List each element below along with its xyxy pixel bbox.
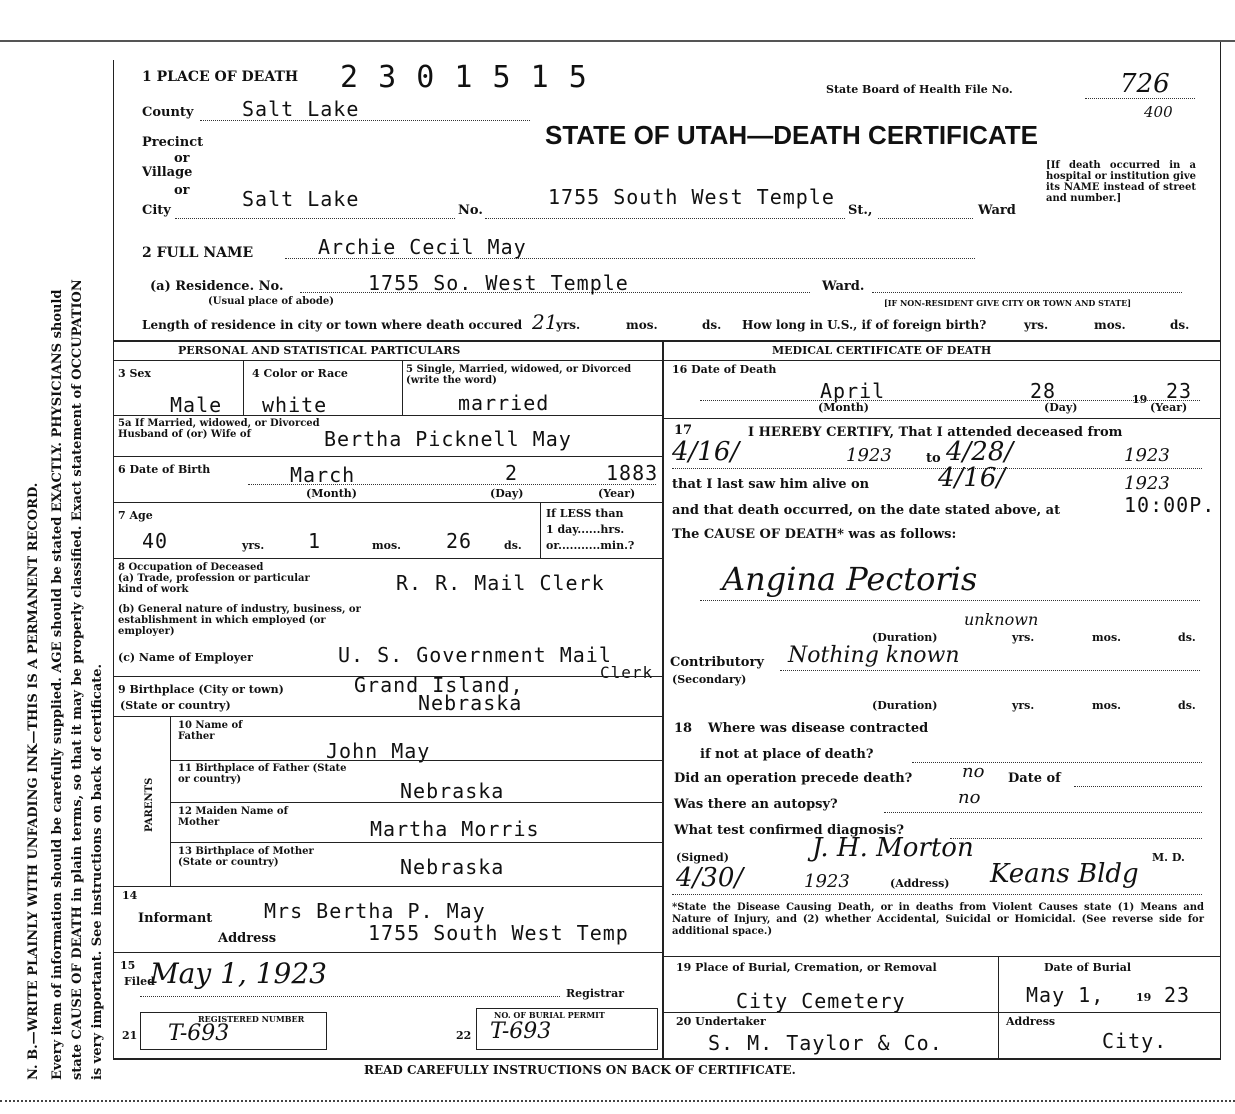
mother-birthplace: Nebraska bbox=[400, 855, 505, 879]
length-label: Length of residence in city or town where death occured bbox=[142, 318, 523, 332]
precinct-label: Precinct bbox=[142, 135, 204, 150]
death-month: April bbox=[820, 379, 886, 403]
dob-month-caption: (Month) bbox=[306, 487, 357, 500]
ward-label: Ward bbox=[978, 203, 1016, 218]
test-label: What test confirmed diagnosis? bbox=[674, 823, 904, 838]
spouse-value: Bertha Picknell May bbox=[324, 427, 572, 451]
death-time: 10:00P. bbox=[1124, 493, 1216, 517]
file-no-alt: 400 bbox=[1144, 103, 1173, 121]
death-occurred-label: and that death occurred, on the date stated above, at bbox=[672, 503, 1061, 518]
side-note-3: state CAUSE OF DEATH in plain terms, so that it may be properly classified. Exact statement of OCCUPATION bbox=[70, 279, 85, 1080]
age-label: 7 Age bbox=[118, 509, 153, 522]
address-value: 1755 South West Temple bbox=[548, 185, 835, 209]
n17: 17 bbox=[674, 423, 693, 438]
duration-mos-1: mos. bbox=[1092, 631, 1121, 644]
employer-extra: Clerk bbox=[600, 663, 654, 682]
sex-label: 3 Sex bbox=[118, 367, 151, 380]
duration-unknown: unknown bbox=[964, 610, 1039, 629]
stamp-number: 2 3 0 1 5 1 5 bbox=[340, 60, 588, 95]
informant-address: 1755 South West Temp bbox=[368, 921, 629, 945]
residence-value: 1755 So. West Temple bbox=[368, 271, 629, 295]
attended-to: 4/28/ bbox=[946, 437, 1014, 467]
side-note-2: Every item of information should be carefully supplied. AGE should be stated EXACTLY. PHYSICIANS should bbox=[50, 289, 65, 1080]
father-label: 10 Name of Father bbox=[178, 720, 243, 742]
operation-label: Did an operation precede death? bbox=[674, 771, 913, 786]
undertaker-value: S. M. Taylor & Co. bbox=[708, 1031, 943, 1055]
signed-year: 1923 bbox=[804, 871, 850, 892]
where-contracted: Where was disease contracted bbox=[708, 721, 929, 736]
contributory-value: Nothing known bbox=[788, 643, 960, 668]
length-mos: mos. bbox=[626, 318, 658, 332]
duration-ds-1: ds. bbox=[1178, 631, 1196, 644]
death-date-label: 16 Date of Death bbox=[672, 363, 777, 376]
mother-value: Martha Morris bbox=[370, 817, 540, 841]
dob-month: March bbox=[290, 463, 356, 487]
place-of-death-label: 1 PLACE OF DEATH bbox=[142, 69, 299, 85]
attended-to-year: 1923 bbox=[1124, 445, 1170, 466]
attended-from-year: 1923 bbox=[846, 445, 892, 466]
foreign-yrs: yrs. bbox=[1024, 318, 1049, 332]
file-no: 726 bbox=[1120, 69, 1170, 99]
informant-address-label: Address bbox=[218, 931, 277, 946]
date-of-burial-label: Date of Burial bbox=[1044, 961, 1132, 974]
age-mos: mos. bbox=[372, 539, 401, 552]
death-year: 23 bbox=[1166, 379, 1193, 403]
foreign-mos: mos. bbox=[1094, 318, 1126, 332]
n14: 14 bbox=[122, 889, 138, 902]
less-than: If LESS than bbox=[546, 507, 624, 520]
county-value: Salt Lake bbox=[242, 97, 360, 121]
side-note-4: is very important. See instructions on back of certificate. bbox=[90, 663, 105, 1080]
occupation-label: 8 Occupation of Deceased bbox=[118, 562, 264, 573]
occupation-value: R. R. Mail Clerk bbox=[396, 571, 605, 595]
full-name-value: Archie Cecil May bbox=[318, 235, 527, 259]
age-ds: ds. bbox=[504, 539, 522, 552]
spouse-label: 5a If Married, widowed, or Divorced Husband of (or) Wife of bbox=[118, 418, 320, 440]
residence-sub: (Usual place of abode) bbox=[208, 296, 334, 307]
undertaker-address: City. bbox=[1102, 1029, 1168, 1053]
or-2: or bbox=[174, 183, 190, 198]
marital-value: married bbox=[458, 391, 550, 415]
or-1: or bbox=[174, 151, 190, 166]
signed-address: Keans Bldg bbox=[990, 859, 1139, 889]
medical-section-title: MEDICAL CERTIFICATE OF DEATH bbox=[772, 344, 992, 357]
color-value: white bbox=[262, 393, 328, 417]
sex-value: Male bbox=[170, 393, 223, 417]
dob-year-caption: (Year) bbox=[598, 487, 636, 500]
n22: 22 bbox=[456, 1029, 472, 1042]
filed-value: May 1, 1923 bbox=[150, 957, 327, 990]
side-note-1: N. B.—WRITE PLAINLY WITH UNFADING INK—THIS IS A PERMANENT RECORD. bbox=[26, 482, 41, 1080]
death-day-caption: (Day) bbox=[1044, 401, 1078, 414]
duration-label-1: (Duration) bbox=[872, 631, 938, 644]
signed-date: 4/30/ bbox=[676, 863, 744, 893]
undertaker-label: 20 Undertaker bbox=[676, 1015, 766, 1028]
registered-number-caption: REGISTERED NUMBER bbox=[198, 1014, 305, 1024]
n15: 15 bbox=[120, 959, 136, 972]
signed-label: (Signed) bbox=[676, 851, 729, 864]
death-day: 28 bbox=[1030, 379, 1057, 403]
dob-year: 1883 bbox=[606, 461, 659, 485]
hospital-note: [If death occurred in a hospital or institution give its NAME instead of street and number.] bbox=[1046, 160, 1196, 204]
occupation-c: (c) Name of Employer bbox=[118, 651, 253, 664]
father-birthplace: Nebraska bbox=[400, 779, 505, 803]
death-year-caption: (Year) bbox=[1150, 401, 1188, 414]
burial-permit-caption: NO. OF BURIAL PERMIT bbox=[494, 1010, 605, 1020]
registrar-label: Registrar bbox=[566, 987, 625, 1000]
dob-day: 2 bbox=[505, 461, 519, 485]
autopsy-label: Was there an autopsy? bbox=[674, 797, 838, 812]
attended-from: 4/16/ bbox=[672, 437, 740, 467]
father-value: John May bbox=[326, 739, 431, 763]
foreign-label: How long in U.S., if of foreign birth? bbox=[742, 318, 987, 332]
footer-instructions: READ CAREFULLY INSTRUCTIONS ON BACK OF CERTIFICATE. bbox=[364, 1063, 796, 1077]
contributory-label: Contributory bbox=[670, 655, 764, 670]
mother-label: 12 Maiden Name of Mother bbox=[178, 806, 288, 828]
or-min: or...........min.? bbox=[546, 539, 635, 552]
birthplace-state: Nebraska bbox=[418, 691, 523, 715]
n21: 21 bbox=[122, 1029, 138, 1042]
to-label: to bbox=[926, 451, 941, 466]
duration-label-2: (Duration) bbox=[872, 699, 938, 712]
informant-label: Informant bbox=[138, 911, 213, 926]
burial-label: 19 Place of Burial, Cremation, or Removal bbox=[676, 961, 937, 974]
length-yrs: yrs. bbox=[556, 318, 581, 332]
st-label: St., bbox=[848, 203, 873, 218]
informant-value: Mrs Bertha P. May bbox=[264, 899, 486, 923]
dob-day-caption: (Day) bbox=[490, 487, 524, 500]
nonres-note: [IF NON-RESIDENT GIVE CITY OR TOWN AND STATE] bbox=[884, 298, 1132, 308]
last-saw-label: that I last saw him alive on bbox=[672, 477, 870, 492]
age-days: 26 bbox=[446, 529, 473, 553]
mother-birthplace-label: 13 Birthplace of Mother (State or country) bbox=[178, 846, 314, 868]
dob-label: 6 Date of Birth bbox=[118, 463, 211, 476]
employer-value: U. S. Government Mail bbox=[338, 643, 612, 667]
last-saw-date: 4/16/ bbox=[938, 463, 1006, 493]
burial-year: 23 bbox=[1164, 983, 1191, 1007]
no-label: No. bbox=[458, 203, 483, 218]
village-label: Village bbox=[142, 165, 193, 180]
occupation-a: (a) Trade, profession or particular kind of work bbox=[118, 573, 310, 595]
duration-ds-2: ds. bbox=[1178, 699, 1196, 712]
date-of-label: Date of bbox=[1008, 771, 1061, 786]
duration-yrs-2: yrs. bbox=[1012, 699, 1035, 712]
death-year-prefix: 19 bbox=[1132, 393, 1148, 406]
city-value: Salt Lake bbox=[242, 187, 360, 211]
last-saw-year: 1923 bbox=[1124, 473, 1170, 494]
birthplace-label: 9 Birthplace (City or town) bbox=[118, 683, 284, 696]
registered-number: T-693 bbox=[168, 1021, 230, 1046]
marital-label: 5 Single, Married, widowed, or Divorced (write the word) bbox=[406, 364, 632, 386]
certify-text: I HEREBY CERTIFY, That I attended deceased from bbox=[748, 425, 1123, 440]
father-birthplace-label: 11 Birthplace of Father (State or country) bbox=[178, 763, 347, 785]
cause-value: Angina Pectoris bbox=[722, 560, 978, 598]
cause-label: The CAUSE OF DEATH* was as follows: bbox=[672, 527, 957, 542]
birthplace-city: Grand Island, bbox=[354, 673, 524, 697]
full-name-label: 2 FULL NAME bbox=[142, 245, 254, 261]
foreign-ds: ds. bbox=[1170, 318, 1190, 332]
n18: 18 bbox=[674, 721, 693, 736]
burial-date: May 1, bbox=[1026, 983, 1105, 1007]
signed-address-label: (Address) bbox=[890, 877, 950, 890]
residence-label: (a) Residence. No. bbox=[150, 279, 284, 294]
age-yrs: yrs. bbox=[242, 539, 265, 552]
duration-mos-2: mos. bbox=[1092, 699, 1121, 712]
burial-year-prefix: 19 bbox=[1136, 991, 1152, 1004]
burial-permit-number: T-693 bbox=[490, 1019, 552, 1044]
length-ds: ds. bbox=[702, 318, 722, 332]
if-not: if not at place of death? bbox=[700, 747, 874, 762]
one-day: 1 day......hrs. bbox=[546, 523, 625, 536]
burial-place: City Cemetery bbox=[736, 989, 906, 1013]
parents-label: PARENTS bbox=[144, 777, 155, 832]
undertaker-address-label: Address bbox=[1006, 1015, 1056, 1028]
filed-label: Filed bbox=[124, 975, 155, 988]
length-years: 21 bbox=[532, 310, 558, 334]
age-months: 1 bbox=[308, 529, 322, 553]
cause-footnote: *State the Disease Causing Death, or in deaths from Violent Causes state (1) Means and Nature of Injury, and (2) whether Accidental, Suicidal or Homicidal. (See reverse side for additional space.) bbox=[672, 902, 1204, 937]
operation-value: no bbox=[962, 761, 985, 782]
age-years: 40 bbox=[142, 529, 169, 553]
occupation-b: (b) General nature of industry, business, or establishment in which employed (or employer) bbox=[118, 604, 361, 637]
county-label: County bbox=[142, 105, 194, 120]
death-month-caption: (Month) bbox=[818, 401, 869, 414]
residence-ward-label: Ward. bbox=[822, 279, 865, 294]
signature: J. H. Morton bbox=[812, 833, 974, 863]
birthplace-state-label: (State or country) bbox=[120, 699, 231, 712]
secondary-label: (Secondary) bbox=[672, 673, 747, 686]
personal-section-title: PERSONAL AND STATISTICAL PARTICULARS bbox=[178, 344, 461, 357]
color-label: 4 Color or Race bbox=[252, 367, 348, 380]
file-no-label: State Board of Health File No. bbox=[826, 83, 1013, 96]
autopsy-value: no bbox=[958, 787, 981, 808]
page-title: STATE OF UTAH—DEATH CERTIFICATE bbox=[545, 120, 1038, 150]
duration-yrs-1: yrs. bbox=[1012, 631, 1035, 644]
city-label: City bbox=[142, 203, 171, 218]
md-label: M. D. bbox=[1152, 851, 1185, 864]
